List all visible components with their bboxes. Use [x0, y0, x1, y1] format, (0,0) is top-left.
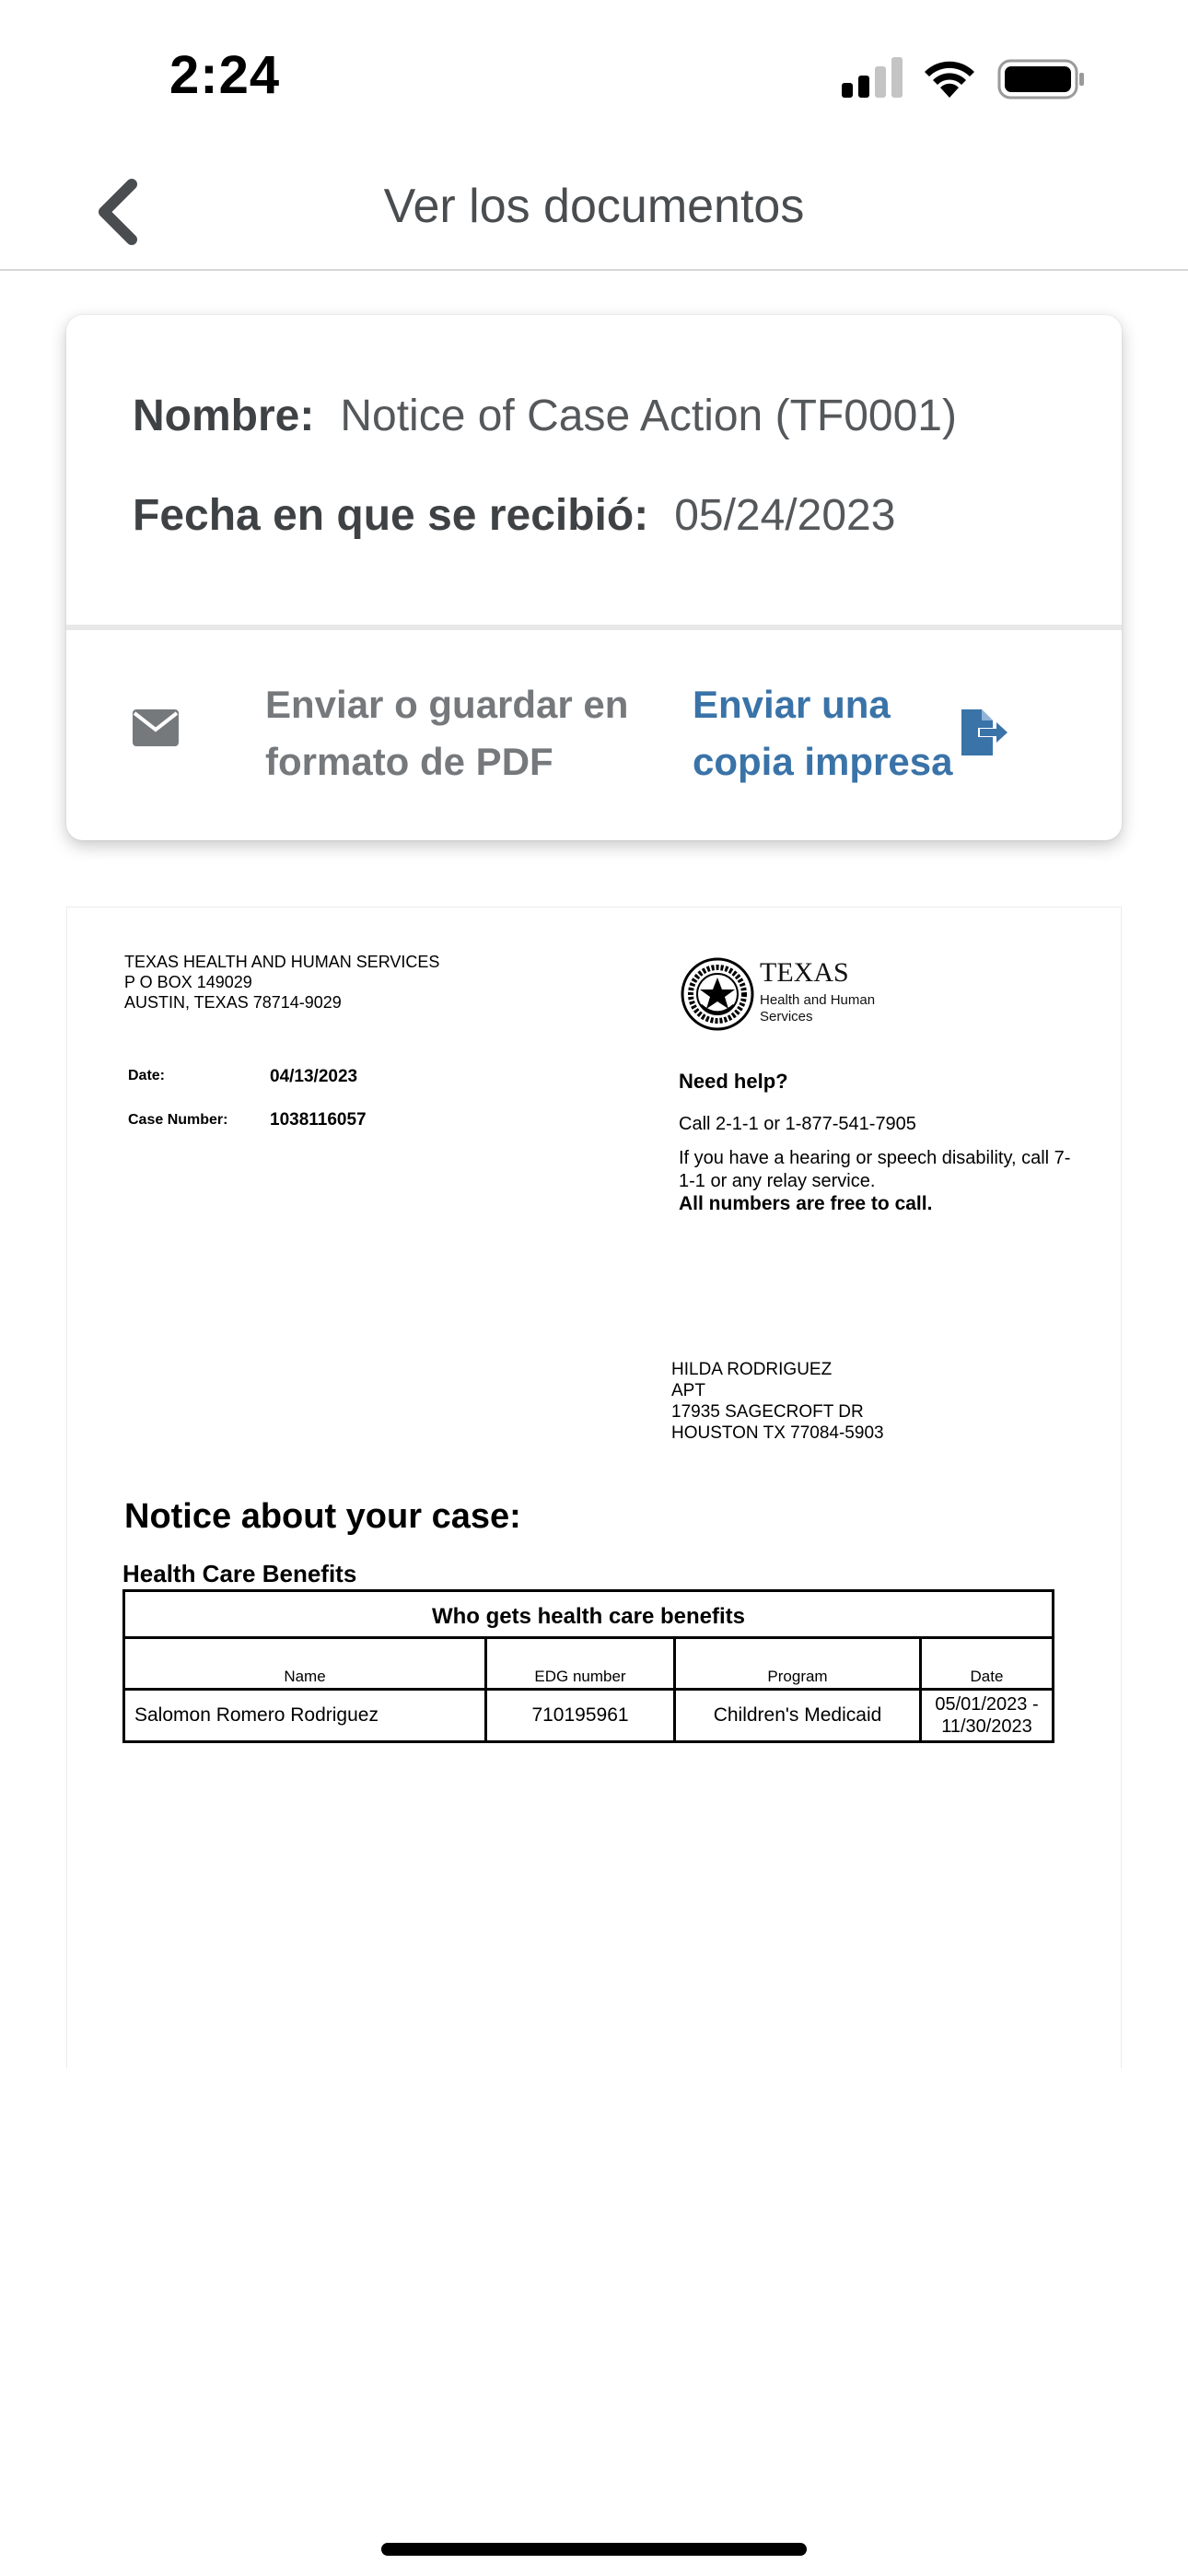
sender-line: AUSTIN, TEXAS 78714-9029: [124, 993, 342, 1012]
recipient-line: APT: [671, 1381, 705, 1400]
help-title: Need help?: [679, 1070, 788, 1093]
column-header: Name: [124, 1638, 486, 1690]
status-bar: [0, 0, 1188, 138]
battery-icon: [997, 59, 1086, 100]
page-title: Ver los documentos: [383, 180, 805, 233]
document-preview[interactable]: [66, 907, 1122, 2068]
help-disability-text: If you have a hearing or speech disability, call 7-1-1 or any relay service.: [679, 1148, 1071, 1191]
wifi-icon: [921, 57, 978, 98]
table-cell: Children's Medicaid: [675, 1690, 921, 1742]
recipient-address: [671, 1359, 884, 1444]
help-free-text: All numbers are free to call.: [679, 1193, 933, 1214]
home-indicator[interactable]: [381, 2543, 807, 2556]
document-name-value: Notice of Case Action (TF0001): [340, 392, 957, 440]
table-caption: Who gets health care benefits: [124, 1591, 1054, 1638]
send-printed-copy-label: Enviar una copia impresa: [693, 683, 953, 783]
received-date-row: [133, 490, 895, 541]
sender-line: P O BOX 149029: [124, 973, 252, 991]
column-header: EDG number: [486, 1638, 675, 1690]
section-title: Health Care Benefits: [122, 1560, 357, 1587]
document-info-card: [66, 315, 1122, 840]
document-name-row: [133, 391, 957, 441]
received-date-value: 05/24/2023: [674, 491, 896, 540]
cellular-signal-icon: [842, 57, 904, 98]
notice-date-label: Date:: [128, 1068, 166, 1083]
file-export-icon: [960, 709, 1009, 755]
recipient-line: HOUSTON TX 77084-5903: [671, 1423, 884, 1443]
table-row: [124, 1690, 1054, 1742]
column-header: Date: [921, 1638, 1054, 1690]
help-phone-text: Call 2-1-1 or 1-877-541-7905: [679, 1114, 916, 1134]
document-name-label: Nombre:: [133, 392, 315, 440]
benefits-table: [122, 1589, 1054, 1743]
table-cell: Salomon Romero Rodriguez: [124, 1690, 486, 1742]
envelope-icon: [133, 709, 179, 746]
status-time: 2:24: [169, 45, 281, 105]
notice-title: Notice about your case:: [124, 1497, 521, 1536]
table-cell: 710195961: [486, 1690, 675, 1742]
case-number-value: 1038116057: [270, 1110, 367, 1130]
texas-hhs-logo: [681, 955, 883, 1038]
recipient-line: HILDA RODRIGUEZ: [671, 1360, 833, 1379]
column-header: Program: [675, 1638, 921, 1690]
logo-title: TEXAS: [760, 957, 849, 988]
case-number-label: Case Number:: [128, 1112, 228, 1128]
navigation-header: [0, 138, 1188, 271]
send-save-pdf-label: Enviar o guardar en formato de PDF: [265, 683, 629, 783]
sender-address: [124, 952, 439, 1013]
received-date-label: Fecha en que se recibió:: [133, 491, 649, 540]
recipient-line: 17935 SAGECROFT DR: [671, 1402, 864, 1422]
logo-subtitle: Health and Human Services: [760, 992, 876, 1025]
table-cell: 05/01/2023 - 11/30/2023: [921, 1690, 1054, 1742]
sender-line: TEXAS HEALTH AND HUMAN SERVICES: [124, 953, 440, 971]
state-seal-icon: [681, 955, 754, 1033]
card-divider: [66, 625, 1122, 630]
notice-date-value: 04/13/2023: [270, 1067, 358, 1086]
